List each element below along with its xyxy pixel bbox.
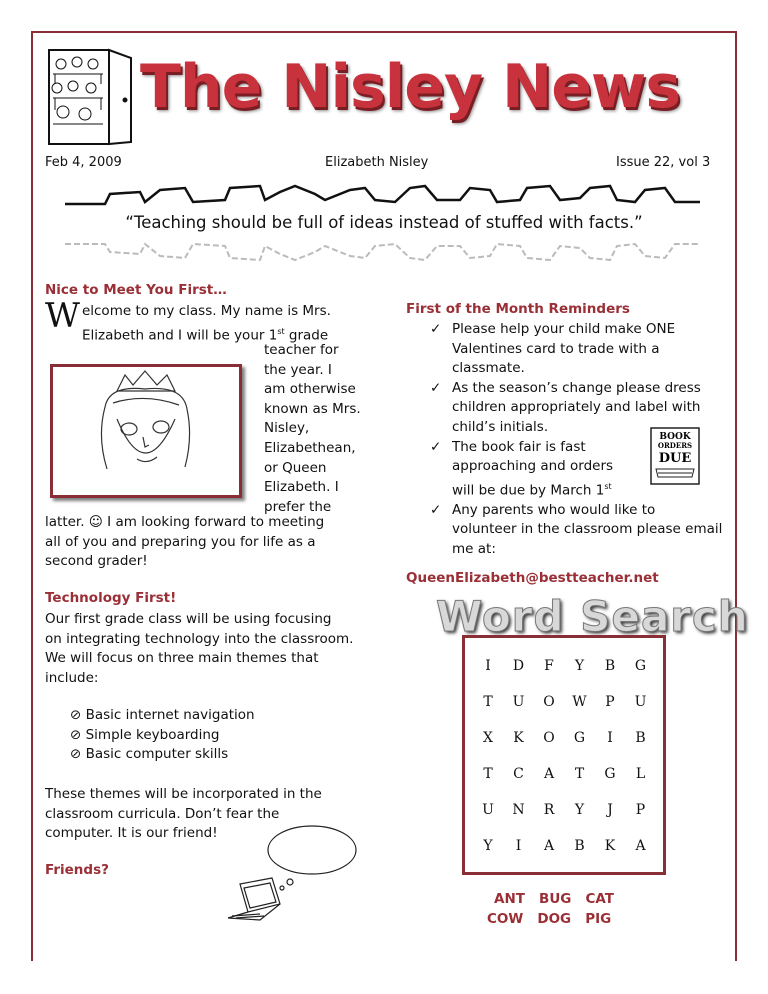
- globe-icon: ⊘: [70, 726, 86, 743]
- reminder-line: me at:: [452, 541, 496, 558]
- grid-letter: O: [543, 730, 555, 746]
- reminder-line: Valentines card to trade with a: [452, 340, 660, 357]
- grid-letter: O: [543, 694, 555, 710]
- technology-paragraph: [45, 610, 375, 688]
- grid-letter: F: [544, 658, 554, 674]
- reminder-line: The book fair is fast: [452, 438, 586, 455]
- list-item: [70, 726, 255, 746]
- issue-date: Feb 4, 2009: [45, 155, 122, 170]
- reminder-line: classmate.: [452, 360, 525, 377]
- technology-line: We will focus on three main themes that: [45, 650, 319, 667]
- grid-letter: X: [483, 730, 493, 746]
- intro-line: teacher for: [264, 342, 339, 358]
- list-item: [70, 745, 255, 765]
- newsletter-title: The Nisley News: [140, 52, 681, 122]
- book-orders-due-icon: [650, 427, 700, 485]
- themes-list: [70, 706, 255, 765]
- list-item: [430, 501, 730, 560]
- book-sign-line: BOOK: [659, 432, 691, 442]
- book-sign-line: DUE: [658, 451, 692, 466]
- reminder-line: As the season’s change please dress: [452, 379, 701, 396]
- email-address[interactable]: QueenElizabeth@bestteacher.net: [406, 570, 659, 586]
- word-search-title: Word Search: [436, 592, 749, 641]
- intro-wrap-column: [264, 341, 374, 517]
- intro-line: Elizabeth. I: [264, 479, 339, 496]
- checkmark-icon: ✓: [430, 501, 442, 518]
- grid-letter: W: [572, 694, 587, 710]
- reminder-line: volunteer in the classroom please email: [452, 521, 723, 538]
- word-list: COW DOG PIG: [487, 911, 612, 927]
- checkmark-icon: ✓: [430, 438, 442, 455]
- reminder-line: Any parents who would like to: [452, 501, 656, 518]
- intro-line: known as Mrs.: [264, 400, 361, 417]
- grid-letter: L: [635, 766, 646, 782]
- technology-heading: Technology First!: [45, 590, 177, 606]
- closing-line: classroom curricula. Don’t fear the: [45, 805, 280, 822]
- intro-line: or Queen: [264, 459, 327, 476]
- grid-letter: K: [513, 730, 524, 746]
- intro-paragraph: [45, 296, 365, 346]
- queen-face-drawing: [53, 367, 239, 495]
- grid-letter: B: [574, 838, 585, 854]
- intro-line: latter. ☺ I am looking forward to meeting: [45, 514, 325, 530]
- theme-label: Basic computer skills: [85, 746, 229, 763]
- issue-number: Issue 22, vol 3: [616, 155, 711, 170]
- checkmark-icon: ✓: [430, 379, 442, 396]
- grid-letter: Y: [574, 658, 585, 674]
- intro-line: prefer the: [264, 498, 332, 515]
- globe-icon: ⊘: [70, 707, 86, 723]
- book-sign-line: ORDERS: [657, 441, 693, 450]
- grid-letter: A: [543, 766, 555, 782]
- grid-letter: I: [607, 730, 613, 746]
- grid-letter: P: [635, 802, 646, 818]
- grid-letter: G: [634, 658, 647, 674]
- theme-label: Basic internet navigation: [85, 707, 255, 723]
- reminder-line: will be due by March 1st: [452, 481, 612, 499]
- skyline-divider-top: [65, 180, 700, 210]
- reminder-line: Please help your child make ONE: [452, 321, 676, 337]
- intro-dropcap: W: [45, 296, 80, 336]
- list-item: [70, 706, 255, 726]
- author-name: Elizabeth Nisley: [325, 155, 429, 170]
- intro-heading: Nice to Meet You First…: [45, 282, 227, 298]
- grid-letter: A: [635, 838, 646, 854]
- technology-line: include:: [45, 669, 99, 686]
- theme-label: Simple keyboarding: [85, 726, 220, 743]
- intro-line: elcome to my class. My name is Mrs.: [81, 303, 331, 319]
- grid-letter: A: [543, 838, 555, 854]
- technology-line: Our first grade class will be using focusing: [45, 611, 332, 627]
- grid-letter: T: [483, 766, 493, 782]
- closing-line: computer. It is our friend!: [45, 825, 218, 842]
- intro-line: Nisley,: [264, 420, 310, 437]
- reminder-line: children appropriately and label with: [452, 399, 701, 416]
- word-list: ANT BUG CAT: [494, 891, 615, 907]
- grid-letter: I: [515, 838, 522, 854]
- grid-letter: U: [482, 802, 494, 818]
- intro-line: Elizabethean,: [264, 439, 356, 456]
- grid-letter: G: [604, 766, 616, 782]
- grid-letter: U: [512, 694, 525, 710]
- queen-portrait-frame: [50, 364, 242, 498]
- intro-line: am otherwise: [264, 381, 356, 398]
- intro-line: second grader!: [45, 553, 148, 570]
- list-item: [430, 320, 730, 379]
- checkmark-icon: ✓: [430, 321, 442, 337]
- grid-letter: U: [634, 694, 647, 710]
- grid-letter: R: [543, 802, 555, 818]
- classroom-door-illustration: [45, 44, 135, 149]
- intro-line: all of you and preparing you for life as a: [45, 533, 316, 550]
- grid-letter: B: [635, 730, 646, 746]
- intro-line: Elizabeth and I will be your 1st grade: [81, 326, 329, 344]
- word-list-row2: [487, 911, 611, 927]
- reminders-heading: First of the Month Reminders: [406, 301, 630, 317]
- quote-text: “Teaching should be full of ideas instead of stuffed with facts.”: [125, 213, 643, 232]
- grid-letter: T: [483, 694, 493, 710]
- grid-letter: T: [574, 766, 585, 782]
- grid-letter: Y: [483, 838, 493, 854]
- grid-letter: D: [512, 658, 525, 674]
- globe-icon: ⊘: [70, 746, 86, 763]
- grid-letter: B: [604, 658, 616, 674]
- reminder-line: approaching and orders: [452, 458, 614, 475]
- grid-letter: I: [485, 658, 491, 674]
- grid-letter: P: [605, 694, 615, 710]
- intro-line: the year. I: [264, 361, 332, 378]
- grid-letter: N: [512, 802, 525, 818]
- friends-heading: Friends?: [45, 862, 109, 878]
- grid-letter: C: [513, 766, 524, 782]
- grid-letter: K: [604, 838, 616, 854]
- skyline-divider-bottom: [65, 236, 700, 266]
- closing-line: These themes will be incorporated in the: [45, 786, 322, 802]
- word-list-row1: [494, 891, 614, 907]
- grid-letter: J: [607, 802, 613, 818]
- grid-letter: G: [573, 730, 586, 746]
- technology-line: on integrating technology into the classroom.: [45, 630, 354, 647]
- grid-letter: Y: [574, 802, 585, 818]
- intro-closing: [45, 513, 375, 572]
- word-search-grid: [462, 635, 666, 875]
- reminder-line: child’s initials.: [452, 418, 549, 435]
- laptop-thought-bubble-illustration: [220, 822, 360, 922]
